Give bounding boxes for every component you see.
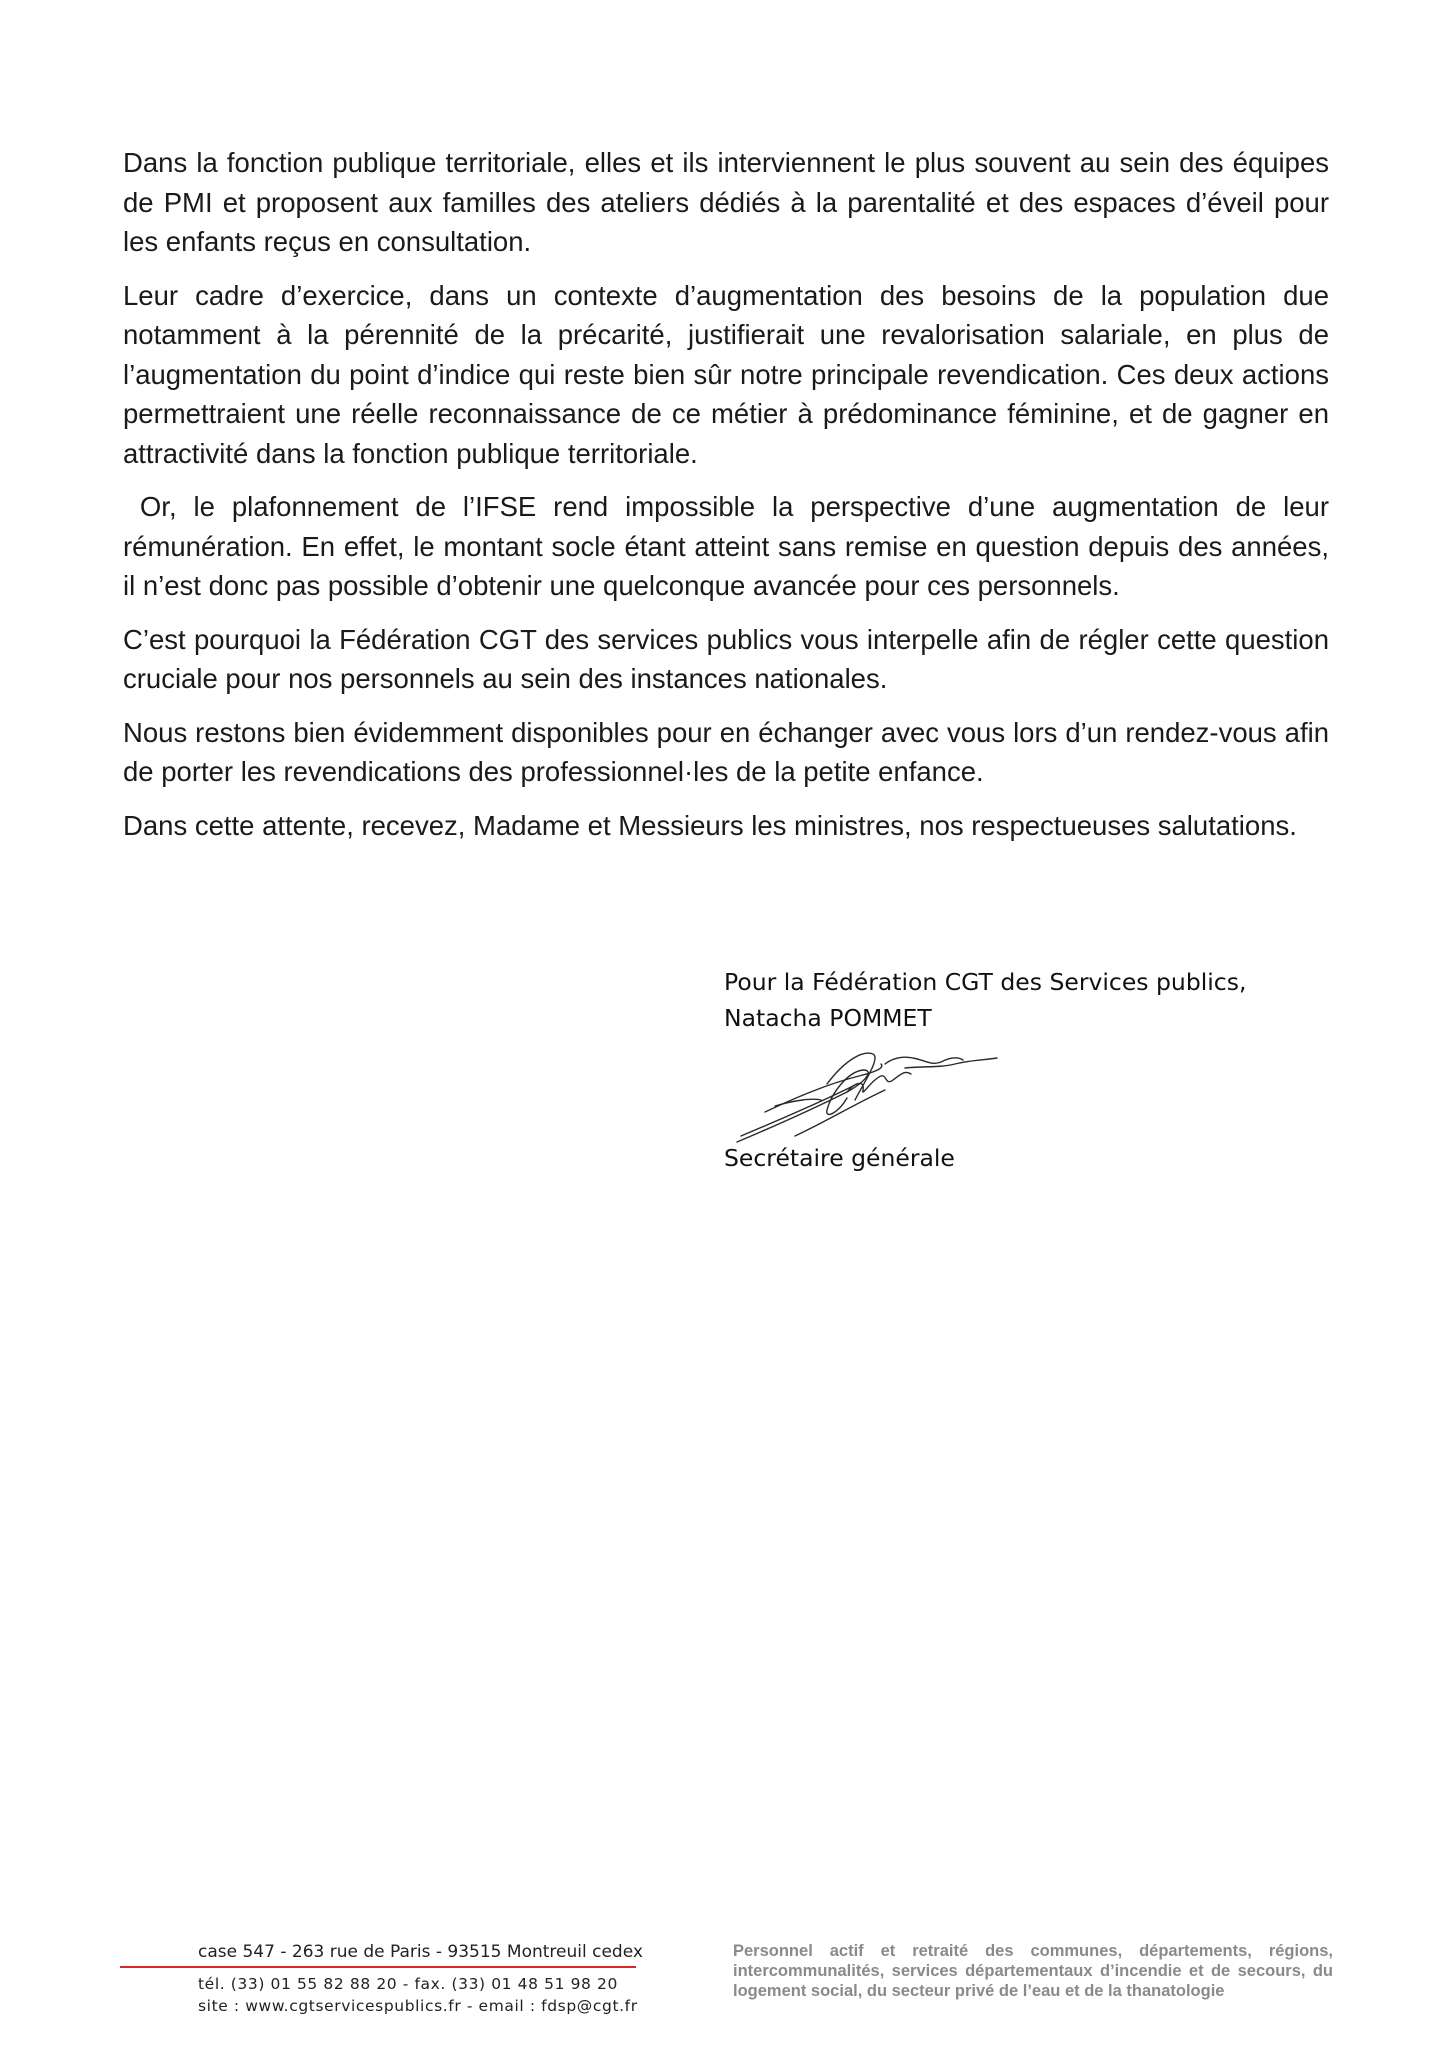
signatory-title: Secrétaire générale [724, 1144, 955, 1172]
paragraph-3: Or, le plafonnement de l’IFSE rend impossible la perspective d’une augmentation de leur rémunération. En effet, le montant socle étant atteint sans remise en question depuis des années, il n’est donc pas possible d’obtenir une quelconque avancée pour ces personnels. [123, 491, 1337, 601]
paragraph-5: Nous restons bien évidemment disponibles pour en échanger avec vous lors d’un rendez-vous afin de porter les revendications des professionnel·les de la petite enfance. [123, 716, 1329, 787]
paragraph-1: Dans la fonction publique territoriale, elles et ils interviennent le plus souvent au sein des équipes de PMI et proposent aux familles des ateliers dédiés à la parentalité et des espaces d’éveil pour les enfants reçus en consultation. [123, 147, 1329, 257]
signature-block [724, 964, 1324, 1036]
handwritten-signature [735, 1040, 1005, 1150]
signature-organization: Pour la Fédération CGT des Services publics, [724, 968, 1247, 996]
footer-phone-fax: tél. (33) 01 55 82 88 20 - fax. (33) 01 48 51 98 20 [198, 1975, 618, 1993]
paragraph-6: Dans cette attente, recevez, Madame et Messieurs les ministres, nos respectueuses salutations. [123, 809, 1297, 841]
footer-tagline: Personnel actif et retraité des communes, départements, régions, intercommunalités, services départementaux d’incendie et de secours, du logement social, du secteur privé de l’eau et de la thanatologie [733, 1942, 1333, 2000]
footer-contact-details [198, 1973, 638, 2017]
footer-site-email: site : www.cgtservicespublics.fr - email : fdsp@cgt.fr [198, 1997, 638, 2015]
footer-red-rule [120, 1966, 636, 1968]
paragraph-4: C’est pourquoi la Fédération CGT des services publics vous interpelle afin de régler cette question cruciale pour nos personnels au sein des instances nationales. [123, 623, 1329, 694]
footer-address: case 547 - 263 rue de Paris - 93515 Montreuil cedex [198, 1942, 643, 1962]
signatory-name: Natacha POMMET [724, 1004, 932, 1032]
letter-body [123, 143, 1337, 859]
paragraph-2: Leur cadre d’exercice, dans un contexte d’augmentation des besoins de la population due notamment à la pérennité de la précarité, justifierait une revalorisation salariale, en plus de l’augmentation du point d’indice qui reste bien sûr notre principale revendication. Ces deux actions permettraient une réelle reconnaissance de ce métier à prédominance féminine, et de gagner en attractivité dans la fonction publique territoriale. [123, 279, 1329, 469]
